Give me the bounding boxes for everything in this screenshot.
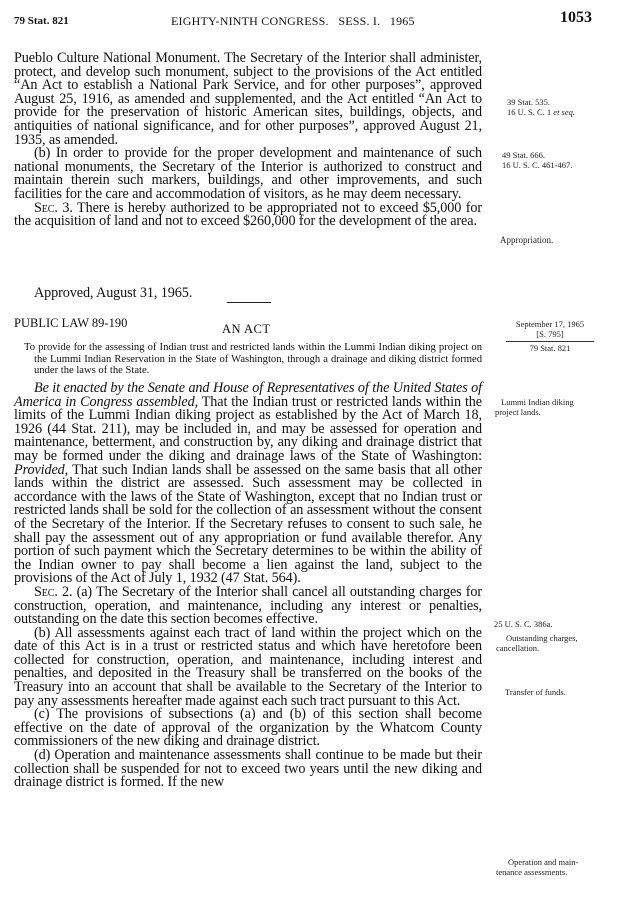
act-caption-block	[24, 342, 482, 377]
paragraph-section-3	[14, 199, 482, 230]
margin-et-seq: et seq.	[553, 106, 576, 117]
margin-16-usc-line	[507, 108, 575, 118]
margin-outstanding-line-1: Outstanding charges,	[506, 633, 578, 643]
section-2-label: Sec. 2.	[34, 583, 73, 600]
paragraph-subsection-b: (b) In order to provide for the proper development and maintenance of such national monuments, the Secretary of the Interior is authorized to construct and maintain therein such markers, buildings, and other improvements, and such facilities for the care and accommodation of visitors, as he may deem necessary.	[14, 145, 482, 202]
margin-16-usc-text: 16 U. S. C. 1	[507, 106, 554, 117]
margin-stat-821: 79 Stat. 821	[529, 343, 571, 353]
margin-461-line: 16 U. S. C. 461-467.	[502, 159, 573, 170]
section-2b: (b) All assessments against each tract of land within the project which on the date of this Act is in a trust or restricted status and which have heretofore been collected for construction, operation, and maintenance, including interest and penalties, and deposited in the Treasury shall be transferred on the books of the Treasury into an account that shall be available to the Secretary of the Interior to pay any assessments hereafter made against each such tract pursuant to this Act.	[14, 624, 482, 709]
margin-note-49-stat	[502, 151, 572, 170]
section-2a-text: (a) The Secretary of the Interior shall cancel all outstanding charges for construction, operation, and maintenance, including any interest or penalties, outstanding on the date this section becomes effective.	[14, 583, 482, 628]
act-heading: AN ACT	[222, 322, 271, 336]
section-2a	[14, 583, 482, 628]
margin-note-date	[500, 320, 600, 354]
margin-outstanding-line-2: cancellation.	[496, 642, 540, 653]
margin-operation-line-1: Operation and main-	[508, 857, 579, 867]
act-body	[14, 382, 482, 790]
margin-bill-number: [S. 795]	[536, 328, 564, 339]
margin-note-transfer: Transfer of funds.	[505, 687, 566, 697]
enacting-clause: Be it enacted by the Senate and House of Representatives of the United States of America in Congress assembled,	[14, 380, 482, 410]
approval-date: Approved, August 31, 1965.	[34, 285, 193, 301]
margin-note-outstanding	[496, 634, 578, 653]
section-1-text-a: That the Indian trust or restricted lands within the limits of the Lummi Indian diking project as established by the Act of March 18, 1926 (44 Stat. 211), may be included in, and may be assessed for operation and maintenance, betterment, and construction by, any diking and drainage district that may be formed under the diking and drainage laws of the State of Washington:	[14, 393, 482, 464]
margin-note-39-stat	[507, 98, 575, 117]
margin-date-rule	[506, 341, 594, 342]
running-title-text: EIGHTY-NINTH CONGRESS. SESS. I. 1965	[171, 14, 415, 28]
margin-39-stat-line: 39 Stat. 535.	[507, 97, 550, 107]
section-2c: (c) The provisions of subsections (a) and (b) of this section shall become effective on the date of approval of the organization by the Whatcom County commissioners of the new diking and drainage district.	[14, 706, 482, 750]
section-3-text: There is hereby authorized to be appropriated not to exceed $5,000 for the acquisition of land and not to exceed $260,000 for the development of the area.	[14, 199, 482, 230]
separator-rule	[227, 302, 271, 303]
section-3-label: Sec. 3.	[34, 199, 73, 216]
proviso-word: Provided,	[14, 461, 69, 478]
margin-lummi-line-2: project lands.	[495, 406, 541, 417]
margin-operation-line-2: tenance assessments.	[496, 866, 568, 877]
section-1-text-b: That such Indian lands shall be assessed on the same basis that all other lands within the district are assessed. Such assessment may be collected in accordance with the laws of the State of Washington, except that no Indian trust or restricted lands shall be sold for the collection of an assessment without the consent of the Secretary of the Interior. If the Secretary refuses to consent to such sale, he shall pay the assessment out of any appropriation or fund available therefor. Any portion of such payment which the Secretary determines to be within the ability of the Indian owner to pay shall become a lien against the land, subject to the provisions of the Act of July 1, 1932 (47 Stat. 564).	[14, 461, 482, 587]
prior-law-text	[14, 52, 482, 229]
header-running-title	[171, 14, 415, 28]
section-1	[14, 382, 482, 586]
header-stat-reference: 79 Stat. 821	[14, 15, 69, 27]
public-law-number: PUBLIC LAW 89-190	[14, 316, 128, 330]
margin-lummi-line-1: Lummi Indian diking	[501, 397, 574, 407]
header-page-number: 1053	[560, 9, 592, 26]
margin-date-line: September 17, 1965	[515, 319, 585, 329]
margin-49-stat-line: 49 Stat. 666.	[502, 150, 545, 160]
margin-note-lummi	[495, 398, 574, 417]
margin-note-operation	[496, 858, 578, 877]
paragraph-monument-admin: Pueblo Culture National Monument. The Secretary of the Interior shall administer, protect, and develop such monument, subject to the provisions of the Act entitled “An Act to establish a National Park Service, and for other purposes”, approved August 25, 1916, as amended and supplemented, and the Act entitled “An Act to provide for the preservation of historic American sites, buildings, objects, and antiquities of national significance, and for other purposes”, approved August 21, 1935, as amended.	[14, 50, 482, 148]
act-caption: To provide for the assessing of Indian trust and restricted lands within the Lummi Indian diking project on the Lummi Indian Reservation in the State of Washington, through a drainage and diking district formed under the laws of the State.	[24, 342, 482, 376]
section-2d: (d) Operation and maintenance assessments shall continue to be made but their collection shall be suspended for not to exceed two years until the new diking and drainage district is formed. If the new	[14, 747, 482, 791]
margin-note-25-usc: 25 U. S. C. 386a.	[494, 619, 553, 629]
margin-note-appropriation: Appropriation.	[500, 235, 554, 245]
